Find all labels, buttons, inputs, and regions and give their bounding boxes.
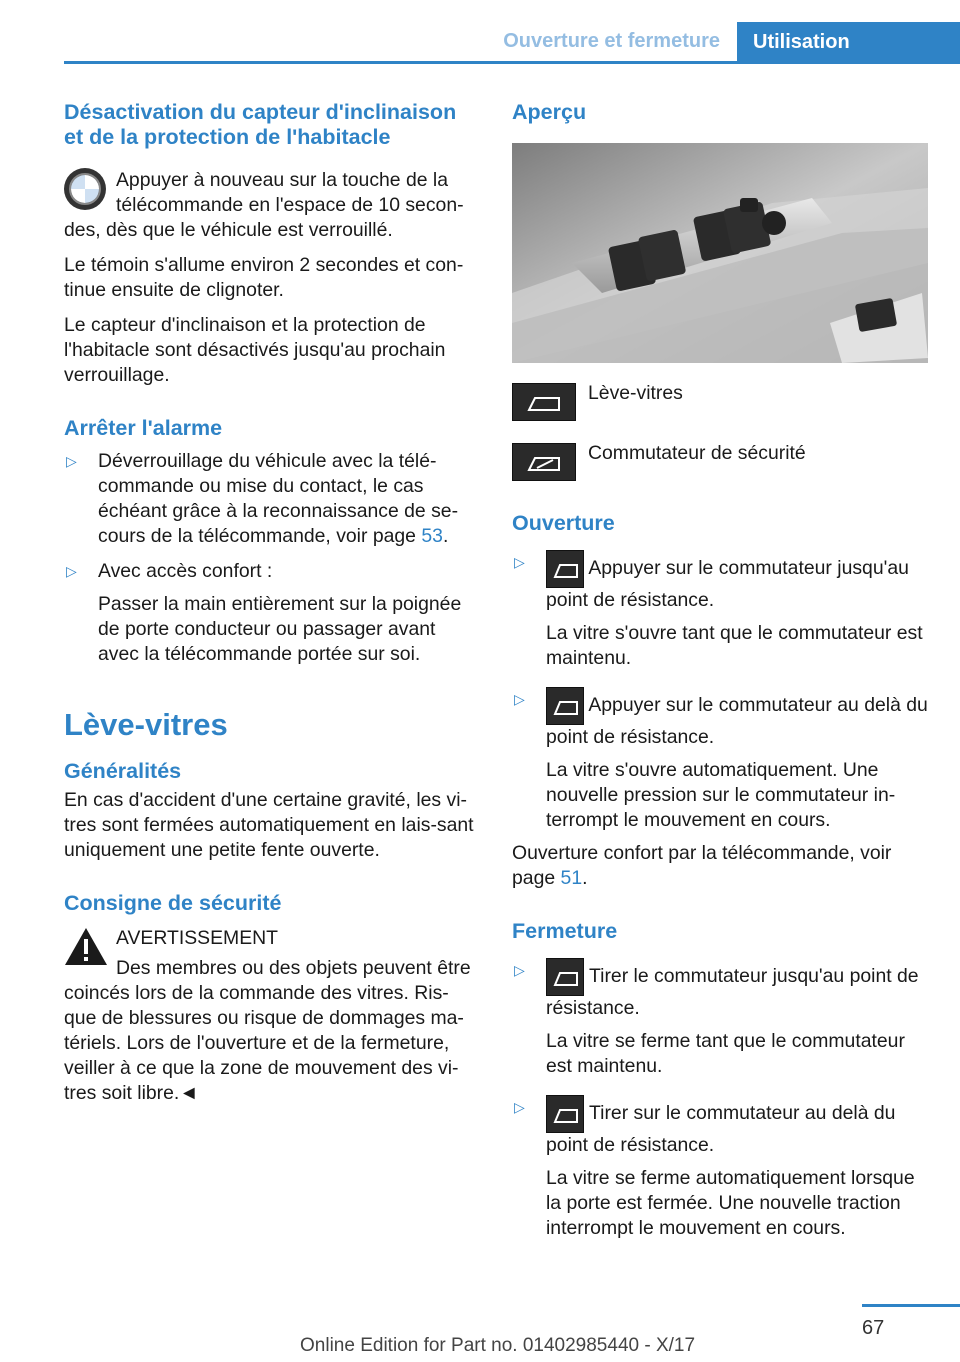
bullet-deverrouillage-end: . [442,525,449,547]
door-panel-photo [512,143,928,363]
bullet-deverrouillage [64,449,480,549]
remote-key-instruction [64,168,480,218]
bullet-acces-confort [64,559,480,667]
door-panel-illustration [512,143,928,363]
header-rule [64,61,960,64]
warning-text-line1: Des membres ou des objets peuvent être [116,957,471,979]
heading-apercu: Aperçu [512,100,587,124]
window-switch-icon [512,383,576,421]
heading-consigne-securite: Consigne de sécurité [64,891,282,915]
bullet-fermeture-1-text: Tirer le commutateur jusqu'au point de résistance. [546,965,919,1019]
bullet-ouverture-2-text: Appuyer sur le commutateur au delà du point de résistance. [546,694,928,748]
page-number: 67 [862,1317,885,1339]
text-appuyer-line2: télécommande en l'espace de 10 secon- [116,194,464,216]
heading-fermeture: Fermeture [512,919,618,943]
heading-generalites: Généralités [64,759,182,783]
bullet-fermeture-1 [512,958,928,1079]
link-page-51[interactable]: 51 [560,867,583,889]
heading-ouverture: Ouverture [512,511,615,535]
text-ouverture-confort-text: Ouverture confort par la télécommande, voir page [512,842,892,889]
heading-leve-vitres: Lève-vitres [64,707,228,742]
bullet-triangle-icon: ▷ [514,1099,525,1115]
bullet-ouverture-1-sub: La vitre s'ouvre tant que le commutateur est maintenu. [546,622,923,669]
heading-desactivation: Désactivation du capteur d'inclinaison et de la protection de l'habitacle [64,100,457,149]
legend-window-lifter-label: Lève-vitres [588,382,683,404]
bullet-triangle-icon: ▷ [66,453,77,469]
warning-title: AVERTISSEMENT [116,927,278,949]
bullet-triangle-icon: ▷ [66,563,77,579]
bullet-fermeture-2 [512,1095,928,1241]
legend-window-lifter [512,383,928,421]
bmw-key-icon [64,168,106,210]
warning-icon [64,926,108,966]
safety-switch-icon [512,443,576,481]
header-section-title: Ouverture et fermeture [503,30,720,52]
window-switch-icon [546,687,584,725]
legend-safety-switch-label: Commutateur de sécurité [588,442,806,464]
bullet-fermeture-2-sub: La vitre se ferme automatiquement lorsque la porte est fermée. Une nouvelle traction interrompt le mouvement en cours. [546,1167,915,1239]
text-temoin: Le témoin s'allume environ 2 secondes et con-tinue ensuite de clignoter. [64,254,464,301]
window-switch-icon [546,958,584,996]
bullet-ouverture-2 [512,687,928,833]
footer-rule [862,1304,960,1307]
bullet-ouverture-2-sub: La vitre s'ouvre automatiquement. Une nouvelle pression sur le commutateur in-terrompt le mouvement en cours. [546,759,896,831]
text-generalites: En cas d'accident d'une certaine gravité, les vi-tres sont fermées automatiquement en lais-sant uniquement une petite fente ouverte. [64,789,474,861]
link-page-53[interactable]: 53 [421,525,443,547]
bullet-acces-confort-text: Avec accès confort : [98,560,273,582]
bullet-triangle-icon: ▷ [514,691,525,707]
warning-text-rest: coincés lors de la commande des vitres. Ris-que de blessures ou risque de dommages ma-tériels. Lors de l'ouverture et de la fermeture, veiller à ce que la zone de mouvement des vi-tres soit libre.◄ [64,982,464,1104]
edition-footer: Online Edition for Part no. 01402985440 - X/17 [300,1335,696,1356]
bullet-acces-confort-sub: Passer la main entièrement sur la poignée de porte conducteur ou passager avant avec la télécommande portée sur soi. [98,593,462,665]
left-column [64,100,480,1106]
bullet-fermeture-1-sub: La vitre se ferme tant que le commutateur est maintenu. [546,1030,905,1077]
text-ouverture-confort [512,841,928,891]
bullet-fermeture-2-text: Tirer sur le commutateur au delà du point de résistance. [546,1102,896,1156]
bullet-ouverture-1 [512,550,928,671]
window-switch-icon [546,550,584,588]
warning-block [64,926,480,981]
bullet-triangle-icon: ▷ [514,962,525,978]
header-chapter-tab: Utilisation [737,22,960,63]
legend-safety-switch [512,443,928,481]
bullet-ouverture-1-text: Appuyer sur le commutateur jusqu'au point de résistance. [546,557,909,611]
window-switch-icon [546,1095,584,1133]
text-appuyer-line3: des, dès que le véhicule est verrouillé. [64,219,393,241]
bullet-deverrouillage-text: Déverrouillage du véhicule avec la télé-commande ou mise du contact, le cas échéant grâce à la reconnaissance de se-cours de la télécommande, voir page [98,450,459,547]
text-ouverture-confort-end: . [582,867,588,889]
text-appuyer-line1: Appuyer à nouveau sur la touche de la [116,169,449,191]
right-column [512,100,928,1241]
bullet-triangle-icon: ▷ [514,554,525,570]
text-capteur: Le capteur d'inclinaison et la protection de l'habitacle sont désactivés jusqu'au prochain verrouillage. [64,314,446,386]
heading-arreter-alarme: Arrêter l'alarme [64,416,223,440]
